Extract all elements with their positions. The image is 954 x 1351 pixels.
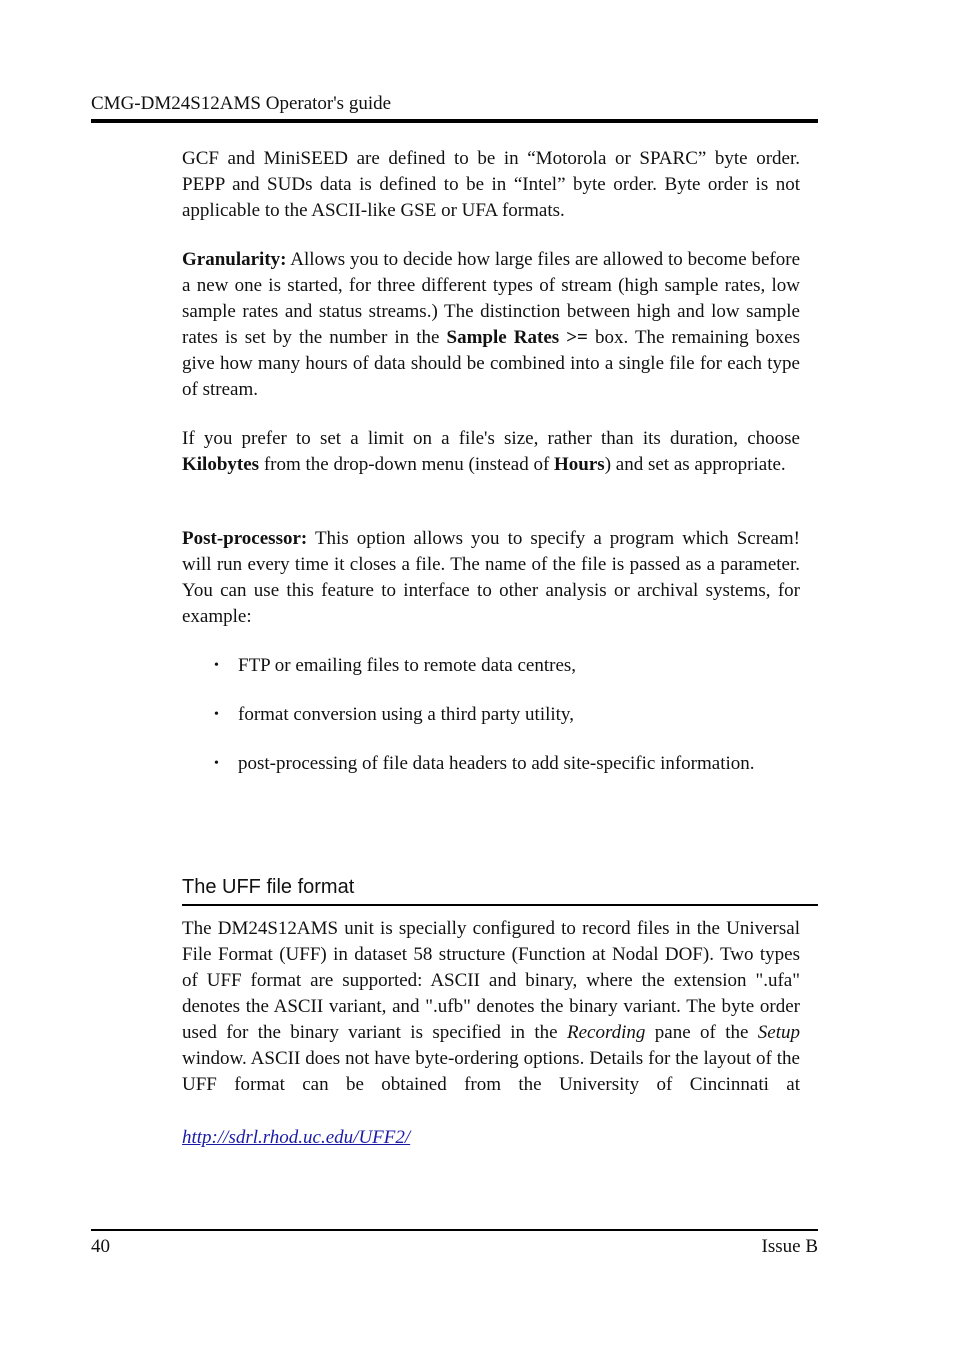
setup-window-label: Setup <box>757 1022 801 1043</box>
kilobytes-label: Kilobytes <box>182 454 260 475</box>
granularity-label: Granularity: <box>182 249 287 270</box>
size-limit-text-1: If you prefer to set a limit on a file's size, rather than its duration, choose <box>182 428 800 449</box>
paragraph-post-processor <box>182 526 800 630</box>
size-limit-text-3: ) and set as appropriate. <box>604 454 786 475</box>
uff-link[interactable]: http://sdrl.rhod.uc.edu/UFF2/ <box>182 1127 411 1148</box>
paragraph-byte-order: GCF and MiniSEED are defined to be in “Motorola or SPARC” byte order. PEPP and SUDs data is defined to be in “Intel” byte order. Byte order is not applicable to the ASCII-like GSE or UFA formats. <box>182 148 800 221</box>
header-rule <box>91 119 818 123</box>
sample-rates-label: Sample Rates >= <box>446 327 588 348</box>
section-heading: The UFF file format <box>182 876 355 898</box>
bullet-marker: • <box>214 756 219 771</box>
paragraph-granularity <box>182 247 800 403</box>
hours-label: Hours <box>554 454 605 475</box>
running-header: CMG-DM24S12AMS Operator's guide <box>91 93 392 114</box>
list-item: post-processing of file data headers to add site-specific information. <box>238 753 755 774</box>
list-item: format conversion using a third party utility, <box>238 704 574 725</box>
paragraph-uff <box>182 916 800 1098</box>
bullet-marker: • <box>214 707 219 722</box>
paragraph-size-limit <box>182 426 800 478</box>
issue-label: Issue B <box>761 1236 818 1257</box>
recording-pane-label: Recording <box>566 1022 646 1043</box>
granularity-text-2: box. The remaining boxes give how many hours of data should be combined into a single file for each type of stream. <box>182 327 800 400</box>
section-rule <box>182 904 818 906</box>
post-processor-text: This option allows you to specify a program which Scream! will run every time it closes a file. The name of the file is passed as a parameter. You can use this feature to interface to other analysis or archival systems, for example: <box>182 528 800 627</box>
list-item: FTP or emailing files to remote data centres, <box>238 655 577 676</box>
uff-text-1: The DM24S12AMS unit is specially configured to record files in the Universal File Format (UFF) in dataset 58 structure (Function at Nodal DOF). Two types of UFF format are supported: ASCII and binary, where the extension ".ufa" denotes the ASCII variant, and ".ufb" denotes the binary variant. The byte order used for the binary variant is specified in the <box>182 918 800 1043</box>
footer-rule <box>91 1229 818 1231</box>
bullet-marker: • <box>214 658 219 673</box>
post-processor-label: Post-processor: <box>182 528 308 549</box>
uff-text-3: window. ASCII does not have byte-ordering options. Details for the layout of the UFF format can be obtained from the University of Cincinnati at <box>182 1048 800 1095</box>
page-number: 40 <box>91 1236 110 1257</box>
uff-text-2: pane of the <box>645 1022 758 1043</box>
size-limit-text-2: from the drop-down menu (instead of <box>259 454 555 475</box>
granularity-text-1: Allows you to decide how large files are allowed to become before a new one is started, for three different types of stream (high sample rates, low sample rates and status streams.) The distinction between high and low sample rates is set by the number in the <box>182 249 800 348</box>
